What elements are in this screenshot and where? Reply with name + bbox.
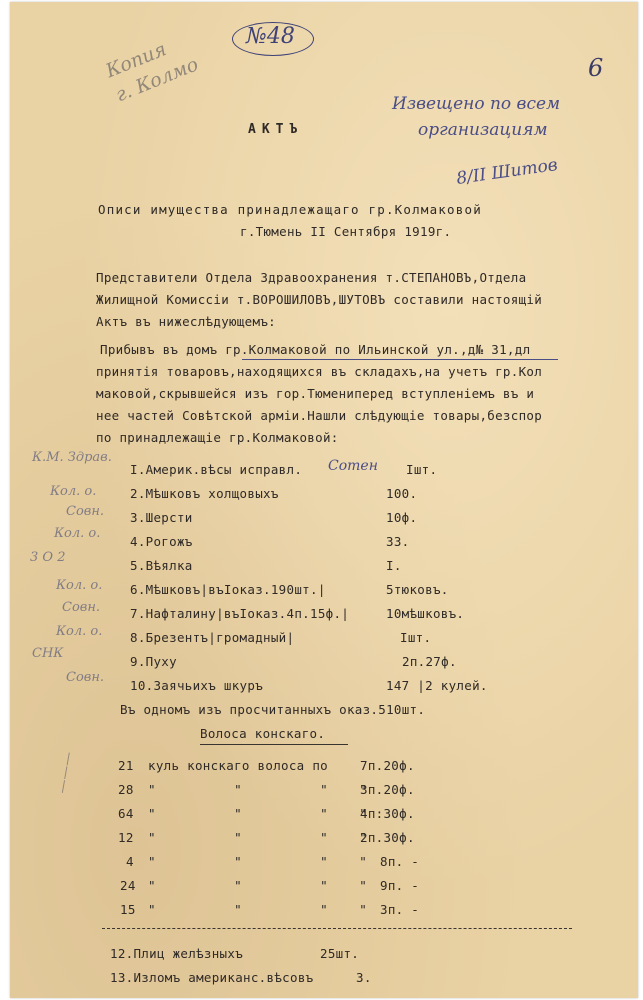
item-name: 3.Шерсти bbox=[130, 510, 193, 525]
item-qty: 10мѣшковъ. bbox=[386, 606, 465, 621]
copy-pencil-note: Копия г. Колмо bbox=[102, 38, 202, 107]
footer-item-qty: 25шт. bbox=[320, 946, 360, 961]
item-qty: 100. bbox=[386, 486, 418, 501]
item-qty: 10ф. bbox=[386, 510, 418, 525]
hair-row-n: 4 bbox=[126, 854, 134, 869]
item-name: 10.Заячьихъ шкуръ bbox=[130, 678, 264, 693]
para1-line: Представители Отдела Здравоохранения т.СТЕПАНОВЪ,Отдела bbox=[96, 270, 527, 285]
item-qty: 33. bbox=[386, 534, 410, 549]
document-page bbox=[10, 2, 638, 998]
margin-note: Кол. о. bbox=[54, 526, 101, 541]
header-line-1: Описи имущества принадлежащаго гр.Колмаковой bbox=[98, 202, 482, 217]
item-qty: Iшт. bbox=[400, 630, 432, 645]
para2-line: по принадлежащiе гр.Колмаковой: bbox=[96, 430, 339, 445]
address-underline bbox=[242, 359, 558, 360]
note-signature: 8/II Шитов bbox=[455, 155, 559, 189]
para2-line: принятiя товаровъ,находящихся въ складахъ,на учетъ гр.Кол bbox=[96, 364, 543, 379]
hair-section-title: Волоса конскаго. bbox=[200, 726, 326, 741]
boxes-note: Въ одномъ изъ просчитанныхъ оказ.510шт. bbox=[120, 702, 426, 717]
item-name: 4.Рогожъ bbox=[130, 534, 193, 549]
hair-row-n: 12 bbox=[118, 830, 134, 845]
note-notified: Извещено по всем bbox=[392, 94, 561, 114]
item-name: 5.Вѣялка bbox=[130, 558, 193, 573]
note-organizations: организациям bbox=[418, 120, 548, 140]
footer-item-name: 12.Плиц желѣзныхъ bbox=[110, 946, 244, 961]
hair-row-weight: 4п:30ф. bbox=[360, 806, 415, 821]
hair-row-desc: " " " " bbox=[148, 878, 368, 893]
margin-note: СНК bbox=[32, 646, 64, 661]
para1-line: Жилищной Комиссiи т.ВОРОШИЛОВЪ,ШУТОВЪ составили настоящiй bbox=[96, 292, 543, 307]
item-name: I.Америк.вѣсы исправл. bbox=[130, 462, 303, 477]
footer-item-qty: 3. bbox=[356, 970, 372, 985]
item-qty: 5тюковъ. bbox=[386, 582, 449, 597]
margin-note: Кол. о. bbox=[50, 484, 97, 499]
pencil-scribble-mark: ——— bbox=[54, 750, 78, 795]
para2-line: Прибывъ въ домъ гр.Колмаковой по Ильинской ул.,д№ 31,дл bbox=[100, 342, 531, 357]
hair-row-n: 15 bbox=[120, 902, 136, 917]
hair-row-weight: 3п. - bbox=[380, 902, 420, 917]
hair-row-desc: " " " " bbox=[148, 806, 368, 821]
hair-row-weight: 3п.20ф. bbox=[360, 782, 415, 797]
hair-row-n: 28 bbox=[118, 782, 134, 797]
item-qty: I. bbox=[386, 558, 402, 573]
item-name: 2.Мѣшковъ холщовыхъ bbox=[130, 486, 279, 501]
hair-row-desc: " " " " bbox=[148, 782, 368, 797]
hair-row-n: 21 bbox=[118, 758, 134, 773]
margin-note: К.М. Здрав. bbox=[32, 450, 112, 465]
margin-note: 3 О 2 bbox=[30, 550, 66, 565]
hair-row-weight: 7п.20ф. bbox=[360, 758, 415, 773]
hair-row-weight: 9п. - bbox=[380, 878, 420, 893]
margin-note: Кол. о. bbox=[56, 624, 103, 639]
item-qty: 2п.27ф. bbox=[402, 654, 457, 669]
footer-item-name: 13.Изломъ американс.вѣсовъ bbox=[110, 970, 314, 985]
item-name: 8.Брезентъ|громадный| bbox=[130, 630, 295, 645]
item-name: 6.Мѣшковъ|въIоказ.190шт.| bbox=[130, 582, 326, 597]
item-qty: 147 |2 кулей. bbox=[386, 678, 488, 693]
hair-row-n: 64 bbox=[118, 806, 134, 821]
item-note: Сотен bbox=[328, 458, 378, 474]
page-number: 6 bbox=[588, 54, 604, 82]
para1-line: Актъ въ нижеслѣдующемъ: bbox=[96, 314, 276, 329]
hair-row-desc: " " " " bbox=[148, 902, 368, 917]
margin-note: Совн. bbox=[62, 600, 101, 615]
para2-line: маковой,скрывшейся изъ гор.Тюмениперед вступленiемъ въ и bbox=[96, 386, 535, 401]
margin-note: Совн. bbox=[66, 504, 105, 519]
header-line-2: г.Тюмень II Сентября 1919г. bbox=[240, 224, 452, 239]
hair-row-n: 24 bbox=[120, 878, 136, 893]
item-name: 9.Пуху bbox=[130, 654, 177, 669]
item-name: 7.Нафталину|въIоказ.4п.15ф.| bbox=[130, 606, 350, 621]
hair-row-weight: 2п.30ф. bbox=[360, 830, 415, 845]
hair-title-underline bbox=[200, 744, 348, 745]
hair-row-desc: куль конскаго волоса по bbox=[148, 758, 328, 773]
para2-line: нее частей Совѣтской армiи.Нашли слѣдующiе товары,безспор bbox=[96, 408, 543, 423]
dashed-separator bbox=[102, 928, 572, 929]
margin-note: Совн. bbox=[66, 670, 105, 685]
doc-number: №48 bbox=[246, 24, 295, 49]
doc-title: АКТЪ bbox=[248, 122, 304, 137]
item-qty: Iшт. bbox=[406, 462, 438, 477]
hair-row-desc: " " " " bbox=[148, 830, 368, 845]
hair-row-desc: " " " " bbox=[148, 854, 368, 869]
hair-row-weight: 8п. - bbox=[380, 854, 420, 869]
margin-note: Кол. о. bbox=[56, 578, 103, 593]
